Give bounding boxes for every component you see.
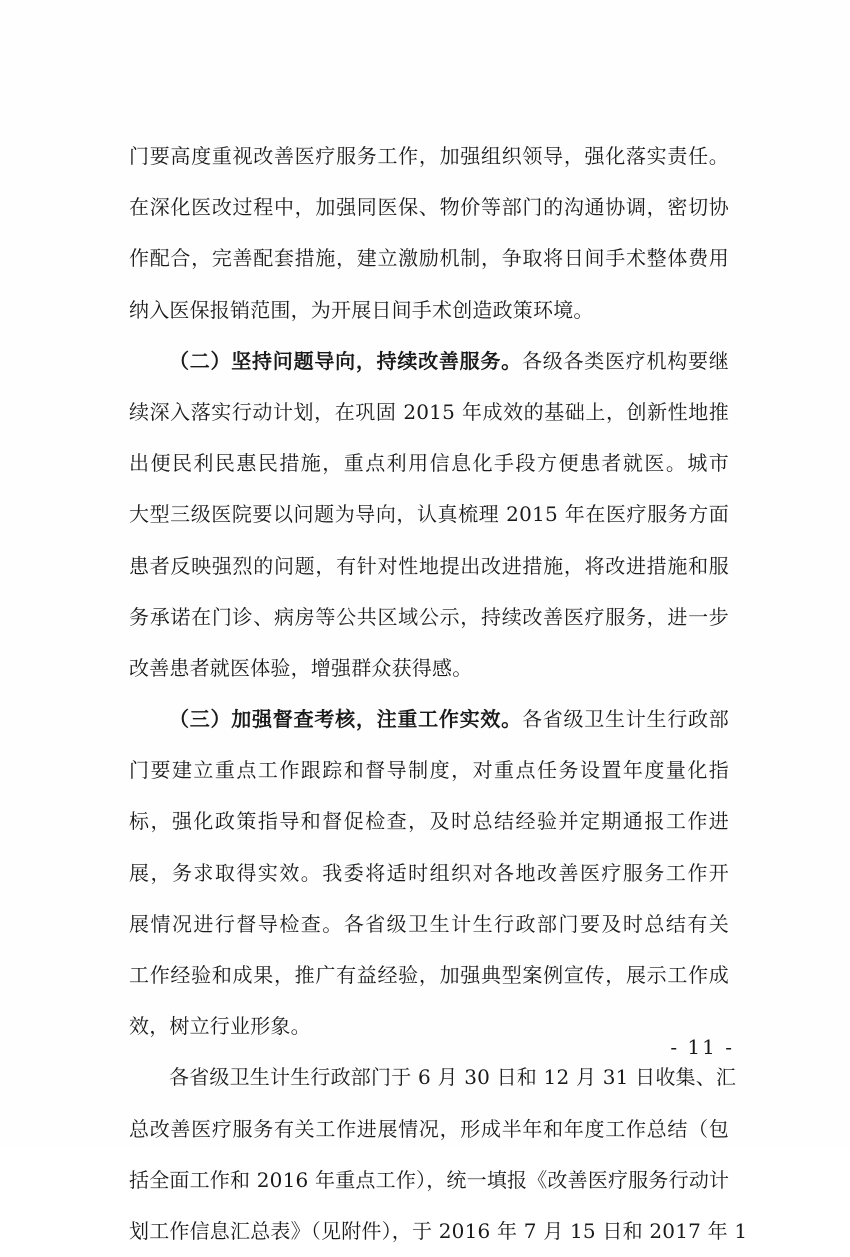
text-line <box>129 1104 729 1155</box>
line-text: 大型三级医院要以问题为导向，认真梳理 2015 年在医疗服务方面 <box>129 502 729 527</box>
line-text: 各省级卫生计生行政部 <box>521 707 730 732</box>
text-line <box>129 694 729 745</box>
text-line <box>129 131 729 182</box>
text-line <box>129 848 729 899</box>
line-text: 括全面工作和 2016 年重点工作），统一填报《改善医疗服务行动计 <box>129 1167 730 1192</box>
text-line <box>129 745 729 796</box>
line-text: 展，务求取得实效。我委将适时组织对各地改善医疗服务工作开 <box>129 860 729 885</box>
line-text: 纳入医保报销范围，为开展日间手术创造政策环境。 <box>129 297 594 322</box>
text-line <box>129 1001 729 1052</box>
text-line <box>129 950 729 1001</box>
body-text <box>129 131 748 1257</box>
line-text: 务承诺在门诊、病房等公共区域公示，持续改善医疗服务，进一步 <box>129 604 729 629</box>
section-heading: （二）坚持问题导向，持续改善服务。 <box>169 348 522 373</box>
line-text: 总改善医疗服务有关工作进展情况，形成半年和年度工作总结（包 <box>129 1116 729 1141</box>
text-line <box>129 1155 729 1206</box>
text-line <box>129 182 729 233</box>
text-line <box>129 489 729 540</box>
text-line <box>129 1052 737 1103</box>
line-text: 标，强化政策指导和督促检查，及时总结经验并定期通报工作进 <box>129 809 729 834</box>
line-text: 各省级卫生计生行政部门于 6 月 30 日和 12 月 31 日收集、汇 <box>169 1065 737 1090</box>
line-text: 工作经验和成果，推广有益经验，加强典型案例宣传，展示工作成 <box>129 963 729 987</box>
text-line <box>129 387 729 438</box>
line-text: 门要高度重视改善医疗服务工作，加强组织领导，强化落实责任。 <box>129 144 729 168</box>
text-line <box>129 438 729 489</box>
text-line <box>129 285 729 336</box>
line-text: 效，树立行业形象。 <box>129 1014 311 1039</box>
line-text: 各级各类医疗机构要继 <box>521 348 730 373</box>
text-line <box>129 541 729 592</box>
line-text: 展情况进行督导检查。各省级卫生计生行政部门要及时总结有关 <box>129 911 729 936</box>
text-line <box>129 1206 748 1257</box>
text-line <box>129 643 729 694</box>
line-text: 在深化医改过程中，加强同医保、物价等部门的沟通协调，密切协 <box>129 195 729 220</box>
line-text: 改善患者就医体验，增强群众获得感。 <box>129 655 473 680</box>
line-text: 门要建立重点工作跟踪和督导制度，对重点任务设置年度量化指 <box>129 758 729 783</box>
page-number: - 11 - <box>670 1035 734 1059</box>
line-text: 作配合，完善配套措施，建立激励机制，争取将日间手术整体费用 <box>129 246 729 271</box>
line-text: 划工作信息汇总表》（见附件），于 2016 年 7 月 15 日和 2017 年 1 <box>129 1218 748 1243</box>
line-text: 续深入落实行动计划，在巩固 2015 年成效的基础上，创新性地推 <box>129 399 729 424</box>
section-heading: （三）加强督查考核，注重工作实效。 <box>169 707 522 732</box>
text-line <box>129 233 729 284</box>
line-text: 患者反映强烈的问题，有针对性地提出改进措施，将改进措施和服 <box>129 553 729 578</box>
line-text: 出便民利民惠民措施，重点利用信息化手段方便患者就医。城市 <box>129 451 729 476</box>
text-line <box>129 336 729 387</box>
text-line <box>129 592 729 643</box>
text-line <box>129 899 729 950</box>
text-line <box>129 796 729 847</box>
